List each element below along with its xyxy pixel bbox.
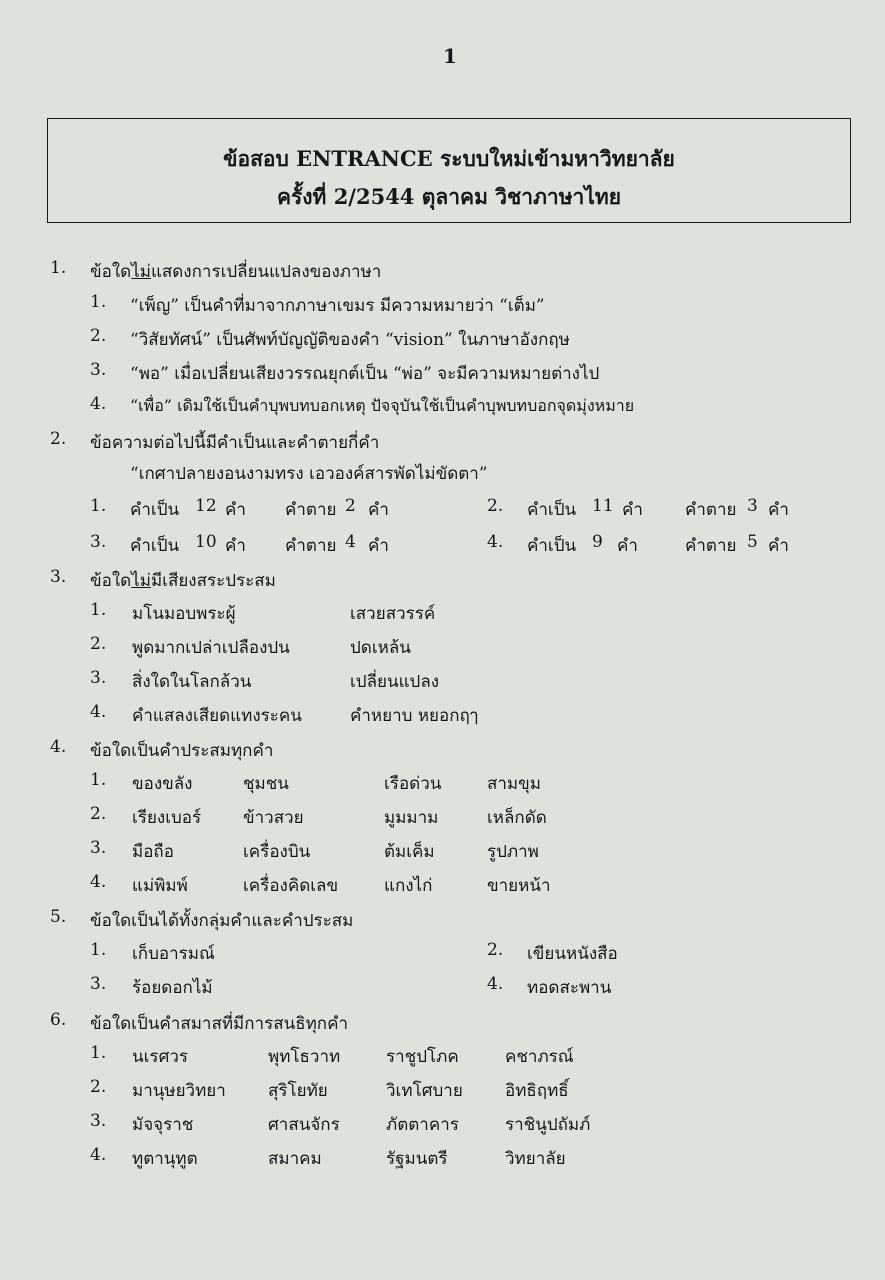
option-count: 2 bbox=[345, 496, 356, 516]
option-number: 3. bbox=[90, 668, 107, 688]
option-word: สามขุม bbox=[487, 774, 541, 794]
option-number: 2. bbox=[90, 1077, 107, 1097]
option-number: 4. bbox=[90, 872, 107, 892]
option-text: คำแสลงเสียดแทงระคน bbox=[132, 706, 302, 726]
option-unit: คำ bbox=[617, 536, 638, 556]
option-word: คชาภรณ์ bbox=[505, 1047, 574, 1067]
option-text: เปลี่ยนแปลง bbox=[350, 672, 440, 692]
option-word: มัจจุราช bbox=[132, 1115, 194, 1135]
option-word: วิทยาลัย bbox=[505, 1149, 566, 1169]
option-number: 1. bbox=[90, 600, 107, 620]
question-text: ข้อใดเป็นคำประสมทุกคำ bbox=[90, 741, 274, 761]
option-word: ทูตานุทูต bbox=[132, 1149, 198, 1169]
option-text: เสวยสวรรค์ bbox=[350, 604, 436, 624]
option-text: ทอดสะพาน bbox=[527, 978, 612, 998]
option-text: คำเป็น bbox=[527, 536, 577, 556]
option-word: ข้าวสวย bbox=[243, 808, 304, 828]
option-text: มโนมอบพระผู้ bbox=[132, 604, 236, 624]
option-unit: คำ bbox=[768, 536, 789, 556]
option-number: 3. bbox=[90, 838, 107, 858]
option-text: คำเป็น bbox=[130, 536, 180, 556]
question-text: ข้อใดไม่มีเสียงสระประสม bbox=[90, 571, 276, 591]
option-number: 2. bbox=[90, 804, 107, 824]
option-text: สิ่งใดในโลกล้วน bbox=[132, 672, 252, 692]
option-word: รัฐมนตรี bbox=[386, 1149, 448, 1169]
option-text: “เพื่อ” เดิมใช้เป็นคำบุพบทบอกเหตุ ปัจจุบันใช้เป็นคำบุพบทบอกจุดมุ่งหมาย bbox=[130, 396, 635, 415]
option-word: สุริโยทัย bbox=[268, 1081, 328, 1101]
underlined-word: ไม่ bbox=[131, 571, 151, 591]
option-word: แม่พิมพ์ bbox=[132, 876, 188, 896]
question-text: ข้อใดไม่แสดงการเปลี่ยนแปลงของภาษา bbox=[90, 262, 382, 282]
option-unit: คำ bbox=[225, 500, 246, 520]
question-number: 5. bbox=[50, 907, 67, 927]
option-word: สมาคม bbox=[268, 1149, 322, 1169]
option-text: คำตาย bbox=[685, 500, 737, 520]
option-word: ศาสนจักร bbox=[268, 1115, 340, 1135]
option-word: เรือด่วน bbox=[384, 774, 442, 794]
option-word: เครื่องคิดเลข bbox=[243, 876, 339, 896]
option-number: 2. bbox=[90, 326, 107, 346]
question-text: ข้อความต่อไปนี้มีคำเป็นและคำตายกี่คำ bbox=[90, 433, 380, 453]
question-number: 2. bbox=[50, 429, 67, 449]
option-word: นเรศวร bbox=[132, 1047, 189, 1067]
option-text: คำตาย bbox=[685, 536, 737, 556]
option-unit: คำ bbox=[368, 536, 389, 556]
option-text: คำหยาบ หยอกฤๅ bbox=[350, 706, 479, 726]
option-number: 4. bbox=[487, 532, 504, 552]
option-word: อิทธิฤทธิ์ bbox=[505, 1081, 569, 1101]
question-number: 6. bbox=[50, 1010, 67, 1030]
option-count: 12 bbox=[195, 496, 217, 516]
option-text: คำเป็น bbox=[527, 500, 577, 520]
option-unit: คำ bbox=[225, 536, 246, 556]
option-text: ร้อยดอกไม้ bbox=[132, 978, 213, 998]
option-word: เครื่องบิน bbox=[243, 842, 311, 862]
option-word: ต้มเค็ม bbox=[384, 842, 435, 862]
option-number: 2. bbox=[90, 634, 107, 654]
option-word: ภัตตาคาร bbox=[386, 1115, 459, 1135]
option-number: 3. bbox=[90, 532, 107, 552]
option-number: 1. bbox=[90, 770, 107, 790]
option-word: ราชูปโภค bbox=[386, 1047, 459, 1067]
option-count: 9 bbox=[592, 532, 603, 552]
question-text: ข้อใดเป็นคำสมาสที่มีการสนธิทุกคำ bbox=[90, 1014, 348, 1034]
option-text: คำตาย bbox=[285, 536, 337, 556]
option-count: 4 bbox=[345, 532, 356, 552]
option-word: ราชินูปถัมภ์ bbox=[505, 1115, 591, 1135]
option-number: 4. bbox=[90, 702, 107, 722]
option-number: 1. bbox=[90, 496, 107, 516]
option-word: ขายหน้า bbox=[487, 876, 551, 896]
option-text: ปดเหล้น bbox=[350, 638, 411, 658]
option-text: “เพ็ญ” เป็นคำที่มาจากภาษาเขมร มีความหมายว่า “เต็ม” bbox=[130, 296, 545, 316]
question-text: ข้อใดเป็นได้ทั้งกลุ่มคำและคำประสม bbox=[90, 911, 354, 931]
option-word: วิเทโศบาย bbox=[386, 1081, 463, 1101]
option-number: 3. bbox=[90, 1111, 107, 1131]
option-word: ของขลัง bbox=[132, 774, 193, 794]
option-text: คำเป็น bbox=[130, 500, 180, 520]
option-number: 2. bbox=[487, 496, 504, 516]
option-count: 3 bbox=[747, 496, 758, 516]
option-text: “พอ” เมื่อเปลี่ยนเสียงวรรณยุกต์เป็น “พ่อ” จะมีความหมายต่างไป bbox=[130, 364, 600, 384]
exam-title-line1: ข้อสอบ ENTRANCE ระบบใหม่เข้ามหาวิทยาลัย bbox=[223, 146, 675, 171]
question-number: 3. bbox=[50, 567, 67, 587]
option-text: พูดมากเปล่าเปลืองปน bbox=[132, 638, 290, 658]
option-number: 4. bbox=[487, 974, 504, 994]
option-word: แกงไก่ bbox=[384, 876, 433, 896]
verse-text: “เกศาปลายงอนงามทรง เอวองค์สารพัดไม่ขัดตา” bbox=[130, 464, 488, 484]
option-count: 10 bbox=[195, 532, 217, 552]
underlined-word: ไม่ bbox=[131, 262, 151, 282]
option-number: 3. bbox=[90, 360, 107, 380]
option-number: 4. bbox=[90, 1145, 107, 1165]
option-word: เรียงเบอร์ bbox=[132, 808, 202, 828]
option-text: เก็บอารมณ์ bbox=[132, 944, 215, 964]
question-number: 4. bbox=[50, 737, 67, 757]
option-text: คำตาย bbox=[285, 500, 337, 520]
option-word: รูปภาพ bbox=[487, 842, 539, 862]
option-unit: คำ bbox=[368, 500, 389, 520]
question-number: 1. bbox=[50, 258, 67, 278]
option-text: “วิสัยทัศน์” เป็นศัพท์บัญญัติของคำ “vision” ในภาษาอังกฤษ bbox=[130, 330, 570, 350]
option-word: ชุมชน bbox=[243, 774, 289, 794]
option-word: มือถือ bbox=[132, 842, 174, 862]
option-unit: คำ bbox=[622, 500, 643, 520]
option-number: 1. bbox=[90, 1043, 107, 1063]
option-number: 3. bbox=[90, 974, 107, 994]
option-text: เขียนหนังสือ bbox=[527, 944, 618, 964]
option-word: มูมมาม bbox=[384, 808, 439, 828]
option-count: 5 bbox=[747, 532, 758, 552]
option-word: เหล็กดัด bbox=[487, 808, 547, 828]
option-number: 1. bbox=[90, 292, 107, 312]
option-unit: คำ bbox=[768, 500, 789, 520]
option-number: 4. bbox=[90, 394, 107, 414]
option-count: 11 bbox=[592, 496, 614, 516]
exam-title-box bbox=[47, 118, 851, 223]
option-word: มานุษยวิทยา bbox=[132, 1081, 226, 1101]
page-number: 1 bbox=[443, 44, 457, 68]
exam-title-line2: ครั้งที่ 2/2544 ตุลาคม วิชาภาษาไทย bbox=[276, 184, 622, 209]
option-number: 1. bbox=[90, 940, 107, 960]
option-word: พุทโธวาท bbox=[268, 1047, 341, 1067]
option-number: 2. bbox=[487, 940, 504, 960]
